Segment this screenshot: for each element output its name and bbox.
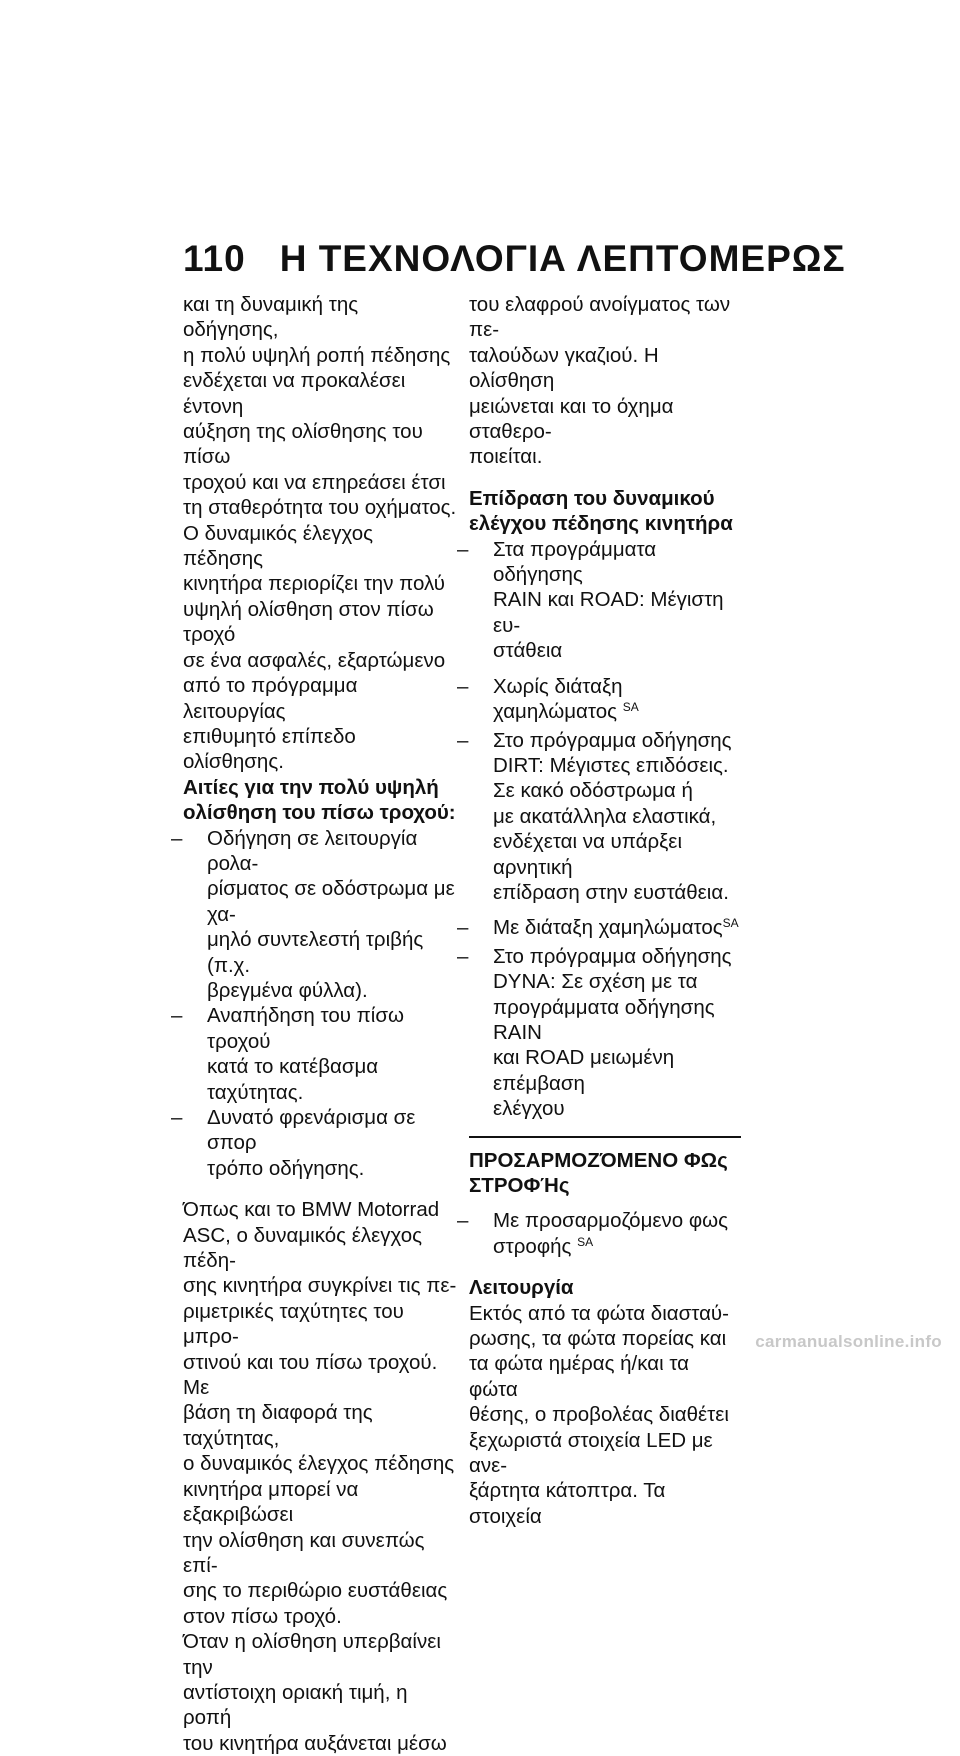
text-line: – Στα προγράμματα οδήγησης [493,537,657,587]
chapter-title: Η ΤΕΧΝΟΛΟΓΙΑ ΛΕΠΤΟΜΕΡΩΣ [279,238,846,279]
text-line: – Αναπήδηση του πίσω τροχού [207,1004,404,1053]
list-item [469,944,741,1122]
page-header [183,238,846,280]
text-line: αύξηση της ολίσθησης του πίσω [183,420,423,469]
heading-line: Επίδραση του δυναμικού [469,486,715,510]
text-line: με ακατάλληλα ελαστικά, [493,804,717,828]
text-line [493,915,741,940]
text-line: – Δυνατό φρενάρισμα σε σπορ [207,1106,416,1155]
text-line: σε ένα ασφαλές, εξαρτώμενο [183,648,446,672]
list-item [183,826,458,1004]
text-line: κινητήρα μπορεί να εξακριβώσει [183,1477,359,1527]
text-line: Σε κακό οδόστρωμα ή [493,779,693,803]
text-line: κατά το κατέβασμα ταχύτητας. [207,1055,379,1104]
text-line: μειώνεται και το όχημα σταθερο- [469,394,674,444]
intro-paragraph [183,292,458,775]
text-line: ποιείται. [469,445,543,469]
text-line: υψηλή ολίσθηση στον πίσω τροχό [183,597,434,647]
text-fragment: Με διάταξη χαμηλώματος [493,916,723,940]
text-line: επιθυμητό επίπεδο ολίσθησης. [183,724,356,774]
list-item [469,537,741,664]
text-line: και τη δυναμική της οδήγησης, [183,293,359,342]
text-line: ρωσης, τα φώτα πορείας και [469,1327,727,1351]
text-line: ριμετρικές ταχύτητες του μπρο- [183,1299,404,1349]
text-line: ελέγχου [493,1097,565,1121]
text-line: ASC, ο δυναμικός έλεγχος πέδη- [183,1223,422,1273]
text-line: ενδέχεται να προκαλέσει έντονη [183,369,406,418]
text-line: τρόπο οδήγησης. [207,1156,365,1180]
list-item [469,674,741,725]
text-line: ρίσματος σε οδόστρωμα με χα- [207,877,455,926]
list-item [469,728,741,906]
text-line: ξάρτητα κάτοπτρα. Τα στοιχεία [469,1479,666,1528]
continuation-paragraph [469,292,741,470]
text-line: Εκτός από τα φώτα διασταύ- [469,1301,729,1325]
text-line: ο δυναμικός έλεγχος πέδησης [183,1452,455,1476]
heading-line: ελέγχου πέδησης κινητήρα [469,512,733,536]
heading-line: Αιτίες για την πολύ υψηλή [183,775,439,799]
text-line: – Στο πρόγραμμα οδήγησης [493,728,732,752]
text-line: προγράμματα οδήγησης RAIN [493,995,715,1044]
text-fragment: στροφής [493,1234,572,1258]
list-item [183,1003,458,1105]
text-line: στάθεια [493,639,563,663]
section-divider [469,1136,741,1138]
text-line: κινητήρα περιορίζει την πολύ [183,572,445,596]
right-column [469,292,741,1529]
text-line: μηλό συντελεστή τριβής (π.χ. [207,928,424,977]
text-line [493,674,741,725]
text-line: – Οδήγηση σε λειτουργία ρολα- [207,826,418,875]
text-line: Όταν η ολίσθηση υπερβαίνει την [183,1630,441,1679]
list-item [469,1208,741,1259]
text-line: στινού και του πίσω τροχού. Με [183,1350,438,1400]
text-fragment: Χωρίς διάταξη χαμηλώματος [493,674,623,724]
sa-marker: SA [577,1234,594,1249]
list-item [183,1105,458,1181]
function-paragraph [469,1301,741,1530]
text-line: αντίστοιχη οριακή τιμή, η ροπή [183,1680,408,1730]
text-line: και ROAD μειωμένη επέμβαση [493,1046,675,1095]
text-line: σης κινητήρα συγκρίνει τις πε- [183,1274,457,1298]
text-line: επίδραση στην ευστάθεια. [493,880,729,904]
text-line: ξεχωριστά στοιχεία LED με ανε- [469,1428,713,1478]
left-column [183,292,458,1756]
causes-list [183,826,458,1182]
causes-heading [183,775,458,826]
text-line: DYNA: Σε σχέση με τα [493,970,698,994]
text-line: του κινητήρα αυξάνεται μέσω [183,1731,447,1755]
text-line: του ελαφρού ανοίγματος των πε- [469,293,731,342]
text-line: βρεγμένα φύλλα). [207,978,368,1002]
text-line: ενδέχεται να υπάρξει αρνητική [493,830,682,879]
section-title-line: ΣΤΡΟΦΉς [469,1174,570,1197]
sa-marker: SA [622,700,639,715]
list-item [469,915,741,940]
text-line: τα φώτα ημέρας ή/και τα φώτα [469,1352,690,1401]
effect-heading [469,486,741,537]
text-line: σης το περιθώριο ευστάθειας [183,1579,448,1603]
text-line: Όπως και το BMW Motorrad [183,1198,440,1222]
text-line: RAIN και ROAD: Μέγιστη ευ- [493,588,724,637]
section-title [469,1148,741,1199]
section-title-line: ΠΡΟΣΑΡΜΟΖΌΜΕΝΟ ΦΩς [469,1148,728,1172]
text-line: – Με προσαρμοζόμενο φως [493,1209,729,1233]
page-number: 110 [183,238,246,279]
text-line: στον πίσω τροχό. [183,1604,342,1628]
text-line: θέσης, ο προβολέας διαθέτει [469,1403,729,1427]
text-line: Ο δυναμικός έλεγχος πέδησης [183,521,373,571]
heading-line: ολίσθηση του πίσω τροχού: [183,801,456,825]
text-line: DIRT: Μέγιστες επιδόσεις. [493,753,729,777]
function-heading: Λειτουργία [469,1276,574,1300]
text-line: τροχού και να επηρεάσει έτσι [183,470,446,494]
text-line: από το πρόγραμμα λειτουργίας [183,674,358,723]
sa-marker: SA [722,916,739,931]
comparison-paragraph [183,1197,458,1756]
text-line: η πολύ υψηλή ροπή πέδησης [183,343,451,367]
adaptive-list [469,1208,741,1259]
text-line [493,1234,741,1259]
effect-list [469,537,741,1122]
text-line: – Στο πρόγραμμα οδήγησης [493,944,732,968]
text-line: ταλούδων γκαζιού. Η ολίσθηση [469,343,659,393]
watermark: carmanualsonline.info [755,1332,942,1351]
text-line: την ολίσθηση και συνεπώς επί- [183,1528,425,1577]
text-line: τη σταθερότητα του οχήματος. [183,496,457,520]
text-line: βάση τη διαφορά της ταχύτητας, [183,1401,373,1450]
